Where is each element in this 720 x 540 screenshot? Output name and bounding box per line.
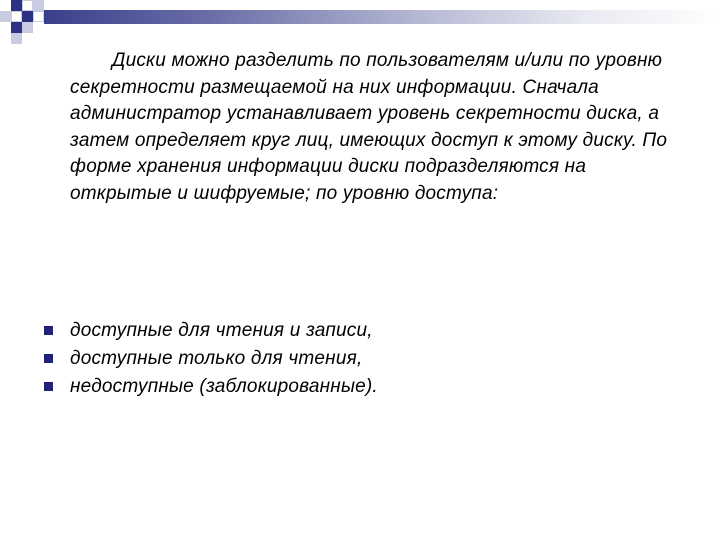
- square-bullet-icon: [44, 326, 53, 335]
- body-paragraph: Диски можно разделить по пользователям и/или по уровню секретности размещаемой на них информации. Сначала администратор устанавливает уровень секретности диска, а затем определяет круг лиц, имеющих доступ к этому диску. По форме хранения информации диски подразделяются на открытые и шифруемые; по уровню доступа:: [70, 50, 668, 204]
- decor-square: [22, 11, 33, 22]
- decor-square: [11, 0, 22, 11]
- header-decoration: [0, 0, 720, 44]
- bullet-text: недоступные (заблокированные).: [70, 376, 378, 397]
- list-item: [44, 373, 684, 401]
- slide-body: [70, 48, 690, 207]
- square-bullet-icon: [44, 382, 53, 391]
- decor-square: [0, 11, 11, 22]
- decor-square: [22, 22, 33, 33]
- decor-square: [11, 33, 22, 44]
- bullet-list: [44, 317, 684, 401]
- bullet-text: доступные для чтения и записи,: [70, 320, 373, 341]
- list-item: [44, 317, 684, 345]
- bullet-text: доступные только для чтения,: [70, 348, 363, 369]
- decor-square: [11, 11, 22, 22]
- decor-square: [11, 22, 22, 33]
- decor-square: [22, 0, 33, 11]
- square-bullet-icon: [44, 354, 53, 363]
- decor-square: [33, 0, 44, 11]
- list-item: [44, 345, 684, 373]
- decor-square: [33, 11, 44, 22]
- header-gradient-bar: [44, 10, 720, 24]
